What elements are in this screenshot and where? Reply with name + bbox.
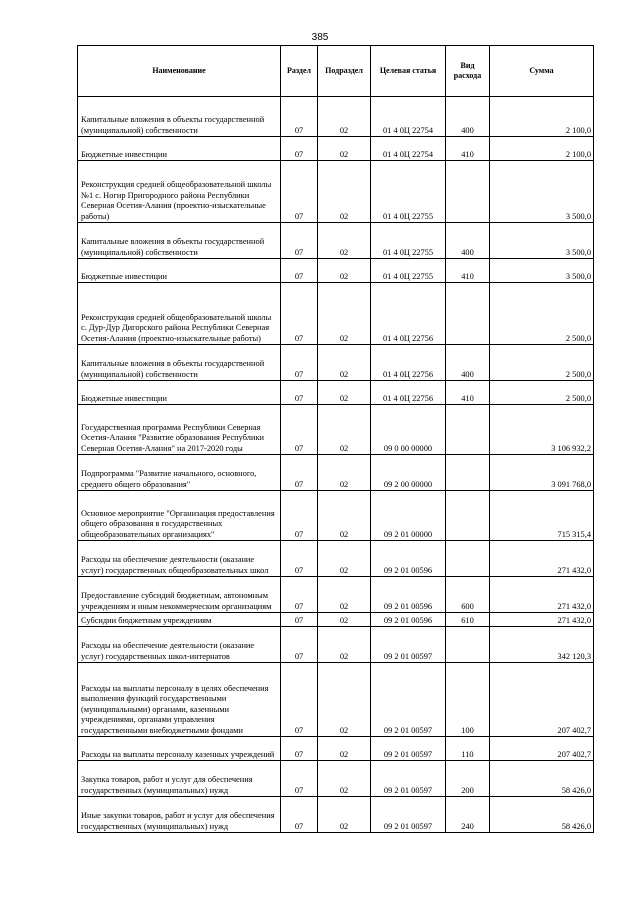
row-type: 610 <box>446 613 490 627</box>
row-amount: 715 315,4 <box>490 491 594 541</box>
table-row <box>78 613 594 627</box>
row-name: Реконструкция средней общеобразовательной школы с. Дур-Дур Дигорского района Республики Северная Осетия-Алания (проектно-изыскательные работы) <box>78 283 281 345</box>
row-name: Капитальные вложения в объекты государственной (муниципальной) собственности <box>78 345 281 381</box>
row-target: 01 4 0Ц 22756 <box>371 345 446 381</box>
table-row <box>78 491 594 541</box>
row-name: Капитальные вложения в объекты государственной (муниципальной) собственности <box>78 97 281 137</box>
row-target: 09 2 01 00597 <box>371 663 446 737</box>
row-section: 07 <box>281 761 318 797</box>
row-type <box>446 455 490 491</box>
row-amount: 342 120,3 <box>490 627 594 663</box>
row-type <box>446 283 490 345</box>
row-section: 07 <box>281 737 318 761</box>
row-section: 07 <box>281 613 318 627</box>
table-row <box>78 97 594 137</box>
row-section: 07 <box>281 345 318 381</box>
row-amount: 2 100,0 <box>490 97 594 137</box>
row-subsection: 02 <box>318 97 371 137</box>
row-target: 01 4 0Ц 22755 <box>371 259 446 283</box>
header-subsection: Подраздел <box>318 46 371 97</box>
row-amount: 58 426,0 <box>490 761 594 797</box>
table-row <box>78 577 594 613</box>
row-type: 600 <box>446 577 490 613</box>
row-type <box>446 541 490 577</box>
row-amount: 271 432,0 <box>490 613 594 627</box>
table-row <box>78 259 594 283</box>
row-subsection: 02 <box>318 137 371 161</box>
row-subsection: 02 <box>318 223 371 259</box>
row-amount: 3 106 932,2 <box>490 405 594 455</box>
table-row <box>78 663 594 737</box>
row-subsection: 02 <box>318 613 371 627</box>
row-amount: 271 432,0 <box>490 541 594 577</box>
row-target: 09 2 01 00596 <box>371 613 446 627</box>
table-row <box>78 345 594 381</box>
row-name: Основное мероприятие "Организация предоставления общего образования в государственных общеобразовательных организациях" <box>78 491 281 541</box>
table-row <box>78 737 594 761</box>
budget-table <box>77 45 594 833</box>
row-type: 400 <box>446 97 490 137</box>
row-section: 07 <box>281 491 318 541</box>
row-type: 400 <box>446 345 490 381</box>
row-name: Бюджетные инвестиции <box>78 381 281 405</box>
row-section: 07 <box>281 405 318 455</box>
row-subsection: 02 <box>318 345 371 381</box>
table-row <box>78 223 594 259</box>
row-type: 200 <box>446 761 490 797</box>
row-type: 100 <box>446 663 490 737</box>
row-name: Субсидии бюджетным учреждениям <box>78 613 281 627</box>
row-name: Бюджетные инвестиции <box>78 137 281 161</box>
row-target: 01 4 0Ц 22754 <box>371 137 446 161</box>
row-name: Расходы на выплаты персоналу казенных учреждений <box>78 737 281 761</box>
row-target: 09 2 01 00597 <box>371 737 446 761</box>
row-amount: 2 500,0 <box>490 283 594 345</box>
row-name: Расходы на выплаты персоналу в целях обеспечения выполнения функций государственными (муниципальными) органами, казенными учреждениями, органами управления государственными внебюджетными фондами <box>78 663 281 737</box>
table-row <box>78 381 594 405</box>
row-target: 01 4 0Ц 22755 <box>371 223 446 259</box>
row-subsection: 02 <box>318 627 371 663</box>
row-target: 09 2 01 00596 <box>371 577 446 613</box>
header-type: Вид расхода <box>446 46 490 97</box>
row-amount: 3 500,0 <box>490 161 594 223</box>
row-target: 09 2 01 00597 <box>371 761 446 797</box>
table-row <box>78 541 594 577</box>
table-row <box>78 627 594 663</box>
row-type <box>446 491 490 541</box>
table-row <box>78 405 594 455</box>
header-section: Раздел <box>281 46 318 97</box>
row-name: Закупка товаров, работ и услуг для обеспечения государственных (муниципальных) нужд <box>78 761 281 797</box>
table-row <box>78 161 594 223</box>
row-type <box>446 161 490 223</box>
row-subsection: 02 <box>318 761 371 797</box>
row-target: 09 2 01 00597 <box>371 797 446 833</box>
row-subsection: 02 <box>318 577 371 613</box>
row-target: 01 4 0Ц 22754 <box>371 97 446 137</box>
row-subsection: 02 <box>318 259 371 283</box>
row-subsection: 02 <box>318 405 371 455</box>
row-type: 410 <box>446 137 490 161</box>
row-type: 410 <box>446 381 490 405</box>
table-row <box>78 761 594 797</box>
row-target: 09 2 00 00000 <box>371 455 446 491</box>
row-section: 07 <box>281 627 318 663</box>
row-amount: 58 426,0 <box>490 797 594 833</box>
row-subsection: 02 <box>318 381 371 405</box>
row-target: 09 2 01 00596 <box>371 541 446 577</box>
row-name: Реконструкция средней общеобразовательной школы №1 с. Ногир Пригородного района Республики Северная Осетия-Алания (проектно-изыскательные работы) <box>78 161 281 223</box>
row-target: 01 4 0Ц 22756 <box>371 283 446 345</box>
row-subsection: 02 <box>318 737 371 761</box>
row-type <box>446 405 490 455</box>
row-amount: 2 500,0 <box>490 345 594 381</box>
table-row <box>78 283 594 345</box>
row-section: 07 <box>281 161 318 223</box>
row-amount: 3 091 768,0 <box>490 455 594 491</box>
row-target: 09 2 01 00000 <box>371 491 446 541</box>
header-target: Целевая статья <box>371 46 446 97</box>
row-name: Подпрограмма "Развитие начального, основного, среднего общего образования" <box>78 455 281 491</box>
row-amount: 3 500,0 <box>490 223 594 259</box>
row-section: 07 <box>281 577 318 613</box>
row-section: 07 <box>281 223 318 259</box>
row-name: Государственная программа Республики Северная Осетия-Алания "Развитие образования Республики Северная Осетия-Алания" на 2017-2020 годы <box>78 405 281 455</box>
row-name: Капитальные вложения в объекты государственной (муниципальной) собственности <box>78 223 281 259</box>
row-name: Иные закупки товаров, работ и услуг для обеспечения государственных (муниципальных) нужд <box>78 797 281 833</box>
row-section: 07 <box>281 97 318 137</box>
row-target: 01 4 0Ц 22755 <box>371 161 446 223</box>
header-amount: Сумма <box>490 46 594 97</box>
row-type: 110 <box>446 737 490 761</box>
row-section: 07 <box>281 797 318 833</box>
row-amount: 2 500,0 <box>490 381 594 405</box>
row-subsection: 02 <box>318 161 371 223</box>
row-type <box>446 627 490 663</box>
row-amount: 207 402,7 <box>490 737 594 761</box>
row-target: 01 4 0Ц 22756 <box>371 381 446 405</box>
row-name: Расходы на обеспечение деятельности (оказание услуг) государственных общеобразовательных школ <box>78 541 281 577</box>
row-subsection: 02 <box>318 491 371 541</box>
row-section: 07 <box>281 259 318 283</box>
row-section: 07 <box>281 283 318 345</box>
row-type: 410 <box>446 259 490 283</box>
row-subsection: 02 <box>318 663 371 737</box>
row-section: 07 <box>281 381 318 405</box>
table-row <box>78 455 594 491</box>
row-subsection: 02 <box>318 455 371 491</box>
row-amount: 207 402,7 <box>490 663 594 737</box>
row-target: 09 0 00 00000 <box>371 405 446 455</box>
row-name: Предоставление субсидий бюджетным, автономным учреждениям и иным некоммерческим организациям <box>78 577 281 613</box>
row-type: 240 <box>446 797 490 833</box>
row-subsection: 02 <box>318 797 371 833</box>
row-subsection: 02 <box>318 283 371 345</box>
row-amount: 3 500,0 <box>490 259 594 283</box>
row-subsection: 02 <box>318 541 371 577</box>
row-target: 09 2 01 00597 <box>371 627 446 663</box>
row-section: 07 <box>281 137 318 161</box>
header-name: Наименование <box>78 46 281 97</box>
row-section: 07 <box>281 663 318 737</box>
row-name: Бюджетные инвестиции <box>78 259 281 283</box>
row-amount: 271 432,0 <box>490 577 594 613</box>
row-section: 07 <box>281 455 318 491</box>
row-name: Расходы на обеспечение деятельности (оказание услуг) государственных школ-интернатов <box>78 627 281 663</box>
row-type: 400 <box>446 223 490 259</box>
page-number: 385 <box>311 32 329 43</box>
table-row <box>78 797 594 833</box>
table-row <box>78 137 594 161</box>
table-header-row <box>78 46 594 97</box>
row-section: 07 <box>281 541 318 577</box>
row-amount: 2 100,0 <box>490 137 594 161</box>
